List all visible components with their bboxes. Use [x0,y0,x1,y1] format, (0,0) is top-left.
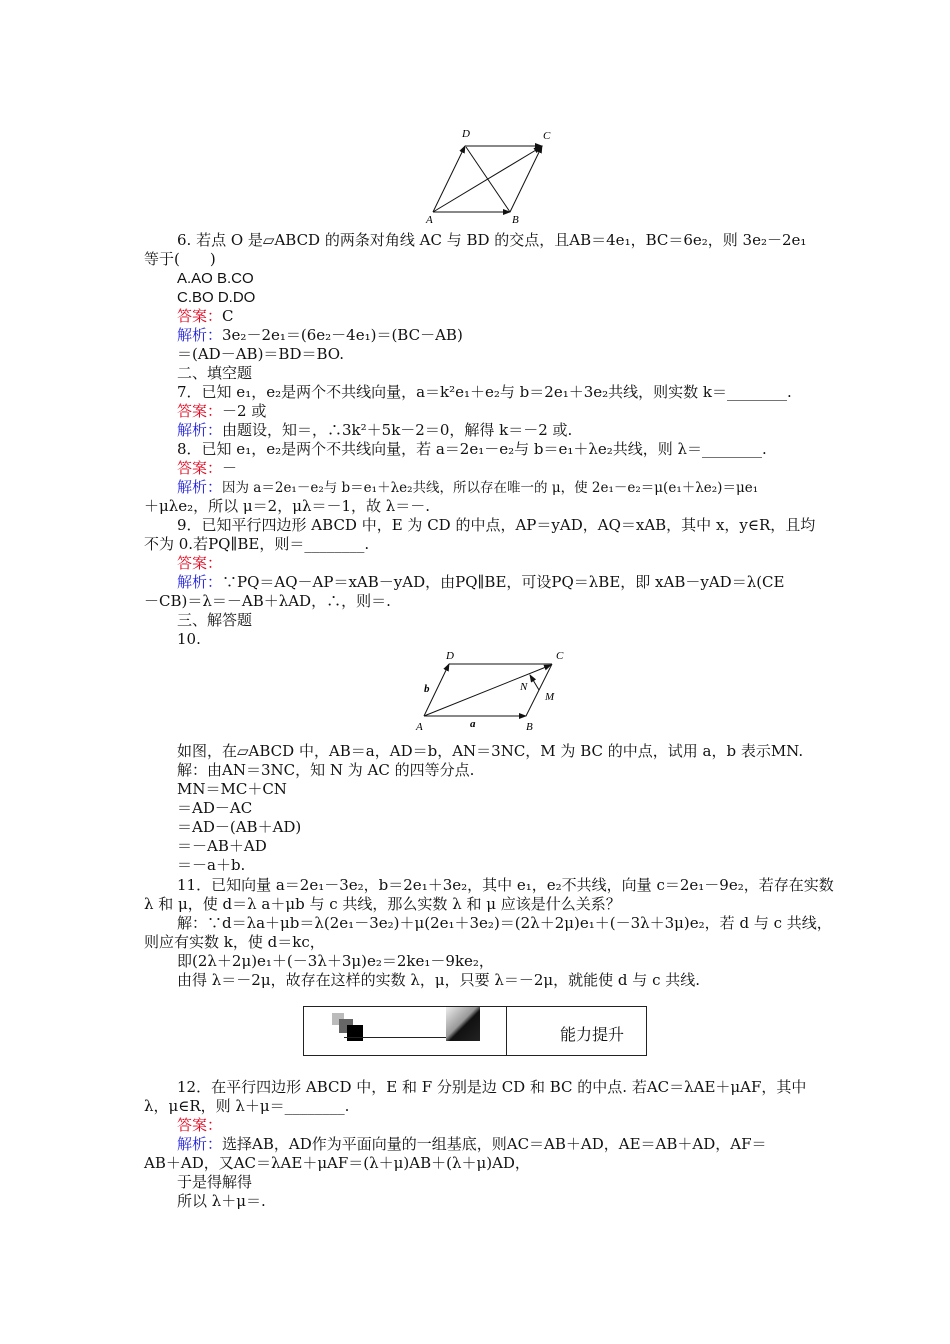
fig2-label-B: B [526,721,533,733]
q11-sol4: 由得 λ＝－2μ，故存在这样的实数 λ，μ，只要 λ＝－2μ，就能使 d 与 c 共线. [177,971,701,989]
q6-analysis-label: 解析： [177,326,223,344]
banner-decoration-graphic [446,1007,480,1041]
q10-sol3: ＝AD－AC [177,799,253,817]
q6-options-cd: C.BO D.DO [177,289,256,306]
fig1-label-A: A [426,214,433,225]
q12-answer-label: 答案： [177,1116,223,1134]
fig2-label-N: N [520,681,528,693]
q9-answer-label: 答案： [177,554,223,572]
fig2-label-a: a [470,718,476,730]
section-solve: 三、解答题 [177,611,253,629]
fig2-label-A: A [416,721,423,733]
q10-number: 10. [177,630,201,648]
q12-line2: λ，μ∈R，则 λ＋μ＝________. [144,1097,350,1115]
fig1-label-D: D [462,128,470,140]
q8-text: 8．已知 e₁，e₂是两个不共线向量，若 a＝2e₁－e₂与 b＝e₁＋λe₂共线，则 λ＝________. [177,440,767,458]
q7-analysis: 由题设，知＝，∴3k²＋5k－2＝0，解得 k＝－2 或. [222,421,573,439]
q8-analysis2: ＋μλe₂，所以 μ＝2，μλ＝－1，故 λ＝－. [144,497,431,515]
q12-answer-row [0,1116,950,1135]
q6-analysis2: ＝(AD－AB)＝BD＝BO. [177,345,344,363]
q11-sol3: 即(2λ＋2μ)e₁＋(－3λ＋3μ)e₂＝2ke₁－9ke₂， [177,952,494,970]
q7-answer-row [0,402,950,421]
q8-analysis-row1 [0,478,950,498]
q12-analysis1: 选择AB，AD作为平面向量的一组基底，则AC＝AB＋AD，AE＝AB＋AD，AF＝ [222,1135,767,1153]
q6-analysis-row1 [0,326,950,345]
q12-line1: 12．在平行四边形 ABCD 中，E 和 F 分别是边 CD 和 BC 的中点. 若AC＝λAE＋μAF，其中 [177,1078,807,1096]
fig2-label-D: D [446,650,454,662]
q7-answer: －2 或 [222,402,267,420]
q6-line1: 6. 若点 O 是▱ABCD 的两条对角线 AC 与 BD 的交点，且AB＝4e₁，BC＝6e₂，则 3e₂－2e₁ [177,231,807,249]
q12-analysis-row1 [0,1135,950,1154]
q11-line1: 11．已知向量 a＝2e₁－3e₂，b＝2e₁＋3e₂，其中 e₁，e₂不共线，向量 c＝2e₁－9e₂，若存在实数 [177,876,834,894]
q7-answer-label: 答案： [177,402,223,420]
q7-analysis-label: 解析： [177,421,223,439]
q9-answer-row [0,554,950,573]
fig2-label-M: M [545,691,555,703]
q6-answer-label: 答案： [177,307,223,325]
q6-analysis1: 3e₂－2e₁＝(6e₂－4e₁)＝(BC－AB) [222,326,463,344]
q11-line2: λ 和 μ，使 d＝λ a＋μb 与 c 共线，那么实数 λ 和 μ 应该是什么关系？ [144,895,621,913]
q8-analysis-label: 解析： [177,478,223,496]
q10-sol2: MN＝MC＋CN [177,780,287,798]
q9-analysis-label: 解析： [177,573,223,591]
q10-sol4: ＝AD－(AB＋AD) [177,818,302,836]
q12-analysis3: 于是得解得 [177,1173,253,1191]
q6-line2: 等于( ) [144,250,216,268]
q8-answer-label: 答案： [177,459,223,477]
q9-line2: 不为 0.若PQ∥BE，则＝________. [144,535,370,553]
ability-banner [303,1006,647,1056]
q6-options-ab: A.AO B.CO [177,270,254,287]
figure-parallelogram-1 [420,125,560,225]
q12-analysis4: 所以 λ＋μ＝. [177,1192,266,1210]
fig2-label-b: b [424,683,430,695]
q11-sol1: 解：∵d＝λa＋μb＝λ(2e₁－3e₂)＋μ(2e₁＋3e₂)＝(2λ＋2μ)e₁＋(－3λ＋3μ)e₂，若 d 与 c 共线， [177,914,832,932]
q12-analysis2: AB＋AD，又AC＝λAE＋μAF＝(λ＋μ)AB＋(λ＋μ)AD， [144,1154,530,1172]
q8-analysis1: 因为 a＝2e₁－e₂与 b＝e₁＋λe₂共线，所以存在唯一的 μ，使 2e₁－e₂＝μ(e₁＋λe₂)＝μe₁ [222,480,759,496]
q10-text: 如图，在▱ABCD 中，AB＝a，AD＝b，AN＝3NC，M 为 BC 的中点，试用 a，b 表示MN. [177,742,804,760]
q8-answer: － [222,459,238,477]
figure-parallelogram-2 [412,648,582,736]
q10-sol6: ＝－a＋b. [177,856,246,874]
fig2-label-C: C [556,650,564,662]
q9-line1: 9．已知平行四边形 ABCD 中，E 为 CD 的中点，AP＝yAD，AQ＝xAB，其中 x，y∈R，且均 [177,516,816,534]
q7-text: 7．已知 e₁，e₂是两个不共线向量，a＝k²e₁＋e₂与 b＝2e₁＋3e₂共线，则实数 k＝________. [177,383,792,401]
q9-analysis1: ∵PQ＝AQ－AP＝xAB－yAD，由PQ∥BE，可设PQ＝λBE，即 xAB－yAD＝λ(CE [222,573,785,591]
q6-answer: C [222,307,234,325]
banner-label: 能力提升 [560,1027,625,1044]
q10-sol1: 解：由AN＝3NC，知 N 为 AC 的四等分点. [177,761,475,779]
q6-answer-row [0,307,950,326]
q11-sol2: 则应有实数 k，使 d＝kc， [144,933,325,951]
fig1-label-C: C [543,130,551,142]
fig1-label-B: B [512,214,519,225]
q8-answer-row [0,459,950,478]
q12-analysis-label: 解析： [177,1135,223,1153]
q7-analysis-row [0,421,950,440]
q9-analysis2: －CB)＝λ＝－AB＋λAD，∴，则＝. [144,592,391,610]
q9-analysis-row1 [0,573,950,592]
q10-sol5: ＝－AB＋AD [177,837,267,855]
section-fill-blank: 二、填空题 [177,364,253,382]
